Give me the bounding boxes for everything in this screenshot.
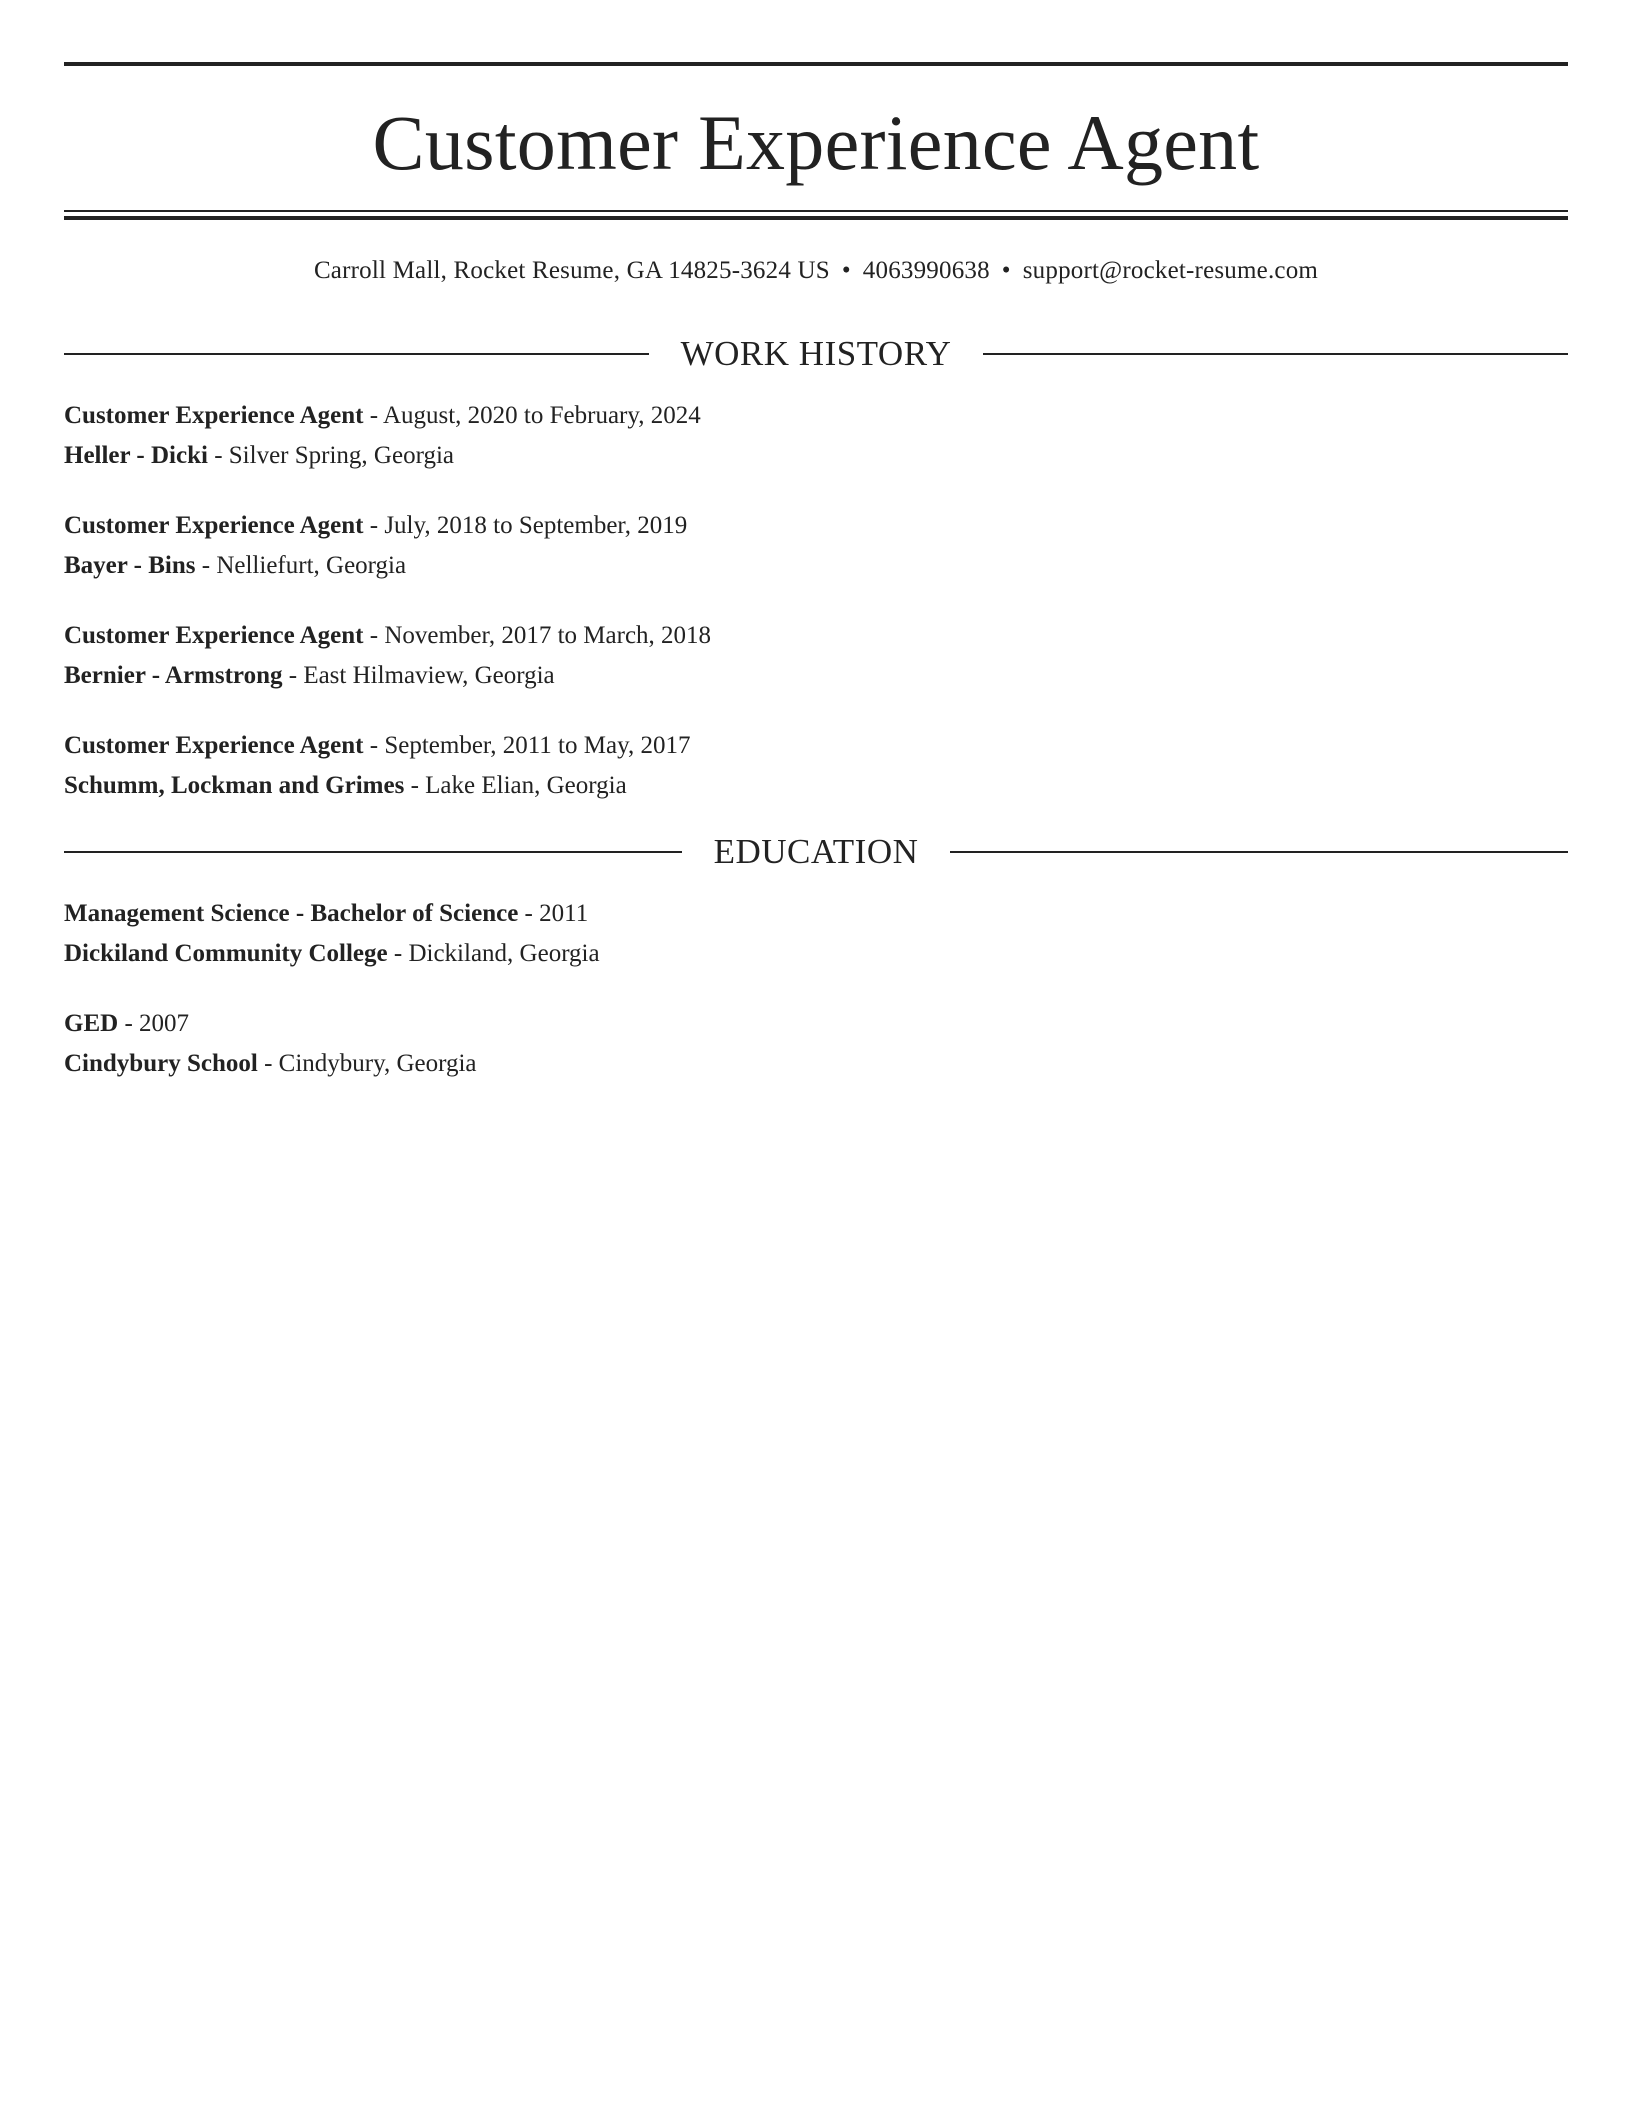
- school-location: Cindybury, Georgia: [278, 1050, 477, 1077]
- dash: -: [387, 940, 409, 967]
- top-rule: [64, 62, 1568, 66]
- job-title: Customer Experience Agent: [64, 622, 364, 649]
- dash: -: [195, 552, 217, 579]
- degree-year: 2011: [539, 900, 589, 927]
- school-location: Dickiland, Georgia: [408, 940, 600, 967]
- work-entry: [64, 726, 1568, 806]
- job-title: Customer Experience Agent: [64, 512, 364, 539]
- dash: -: [257, 1050, 279, 1077]
- dash: -: [118, 1010, 140, 1037]
- contact-phone: 4063990638: [862, 257, 990, 284]
- company-location: Silver Spring, Georgia: [228, 442, 454, 469]
- degree-name: GED: [64, 1010, 119, 1037]
- dash: -: [363, 622, 385, 649]
- degree-name: Management Science - Bachelor of Science: [64, 900, 519, 927]
- education-heading: [64, 832, 1568, 872]
- dash: -: [518, 900, 540, 927]
- work-history-heading: [64, 334, 1568, 374]
- contact-address: Carroll Mall, Rocket Resume, GA 14825-3624 US: [313, 257, 830, 284]
- company-name: Heller - Dicki: [64, 442, 208, 469]
- education-list: [64, 894, 1568, 1084]
- company-name: Bayer - Bins: [64, 552, 196, 579]
- resume-page: [64, 62, 1568, 1084]
- title-double-rule: [64, 210, 1568, 220]
- company-location: East Hilmaview, Georgia: [303, 662, 555, 689]
- company-name: Bernier - Armstrong: [64, 662, 283, 689]
- dash: -: [207, 442, 229, 469]
- dash: -: [404, 772, 426, 799]
- dash: -: [363, 402, 383, 429]
- job-dates: September, 2011 to May, 2017: [384, 732, 691, 759]
- work-entry: [64, 396, 1568, 476]
- education-entry: [64, 894, 1568, 974]
- degree-year: 2007: [139, 1010, 190, 1037]
- heading-rule-left: [64, 851, 682, 853]
- job-dates: July, 2018 to September, 2019: [384, 512, 688, 539]
- work-entry: [64, 616, 1568, 696]
- job-title: Customer Experience Agent: [64, 402, 364, 429]
- work-history-label: WORK HISTORY: [680, 334, 952, 373]
- company-name: Schumm, Lockman and Grimes: [64, 772, 405, 799]
- contact-separator: •: [1001, 257, 1011, 284]
- company-location: Nelliefurt, Georgia: [216, 552, 407, 579]
- heading-rule-left: [64, 353, 649, 355]
- heading-rule-right: [950, 851, 1568, 853]
- contact-email: support@rocket-resume.com: [1022, 257, 1319, 284]
- company-location: Lake Elian, Georgia: [425, 772, 627, 799]
- work-history-list: [64, 396, 1568, 806]
- education-entry: [64, 1004, 1568, 1084]
- job-title: Customer Experience Agent: [64, 732, 364, 759]
- page-title: Customer Experience Agent: [372, 99, 1260, 186]
- dash: -: [363, 732, 385, 759]
- contact-line: [64, 256, 1568, 286]
- dash: -: [363, 512, 385, 539]
- heading-rule-right: [983, 353, 1568, 355]
- school-name: Cindybury School: [64, 1050, 258, 1077]
- dash: -: [282, 662, 304, 689]
- contact-separator: •: [841, 257, 851, 284]
- job-dates: November, 2017 to March, 2018: [384, 622, 712, 649]
- job-dates: August, 2020 to February, 2024: [382, 402, 701, 429]
- work-entry: [64, 506, 1568, 586]
- school-name: Dickiland Community College: [64, 940, 388, 967]
- education-label: EDUCATION: [713, 832, 919, 871]
